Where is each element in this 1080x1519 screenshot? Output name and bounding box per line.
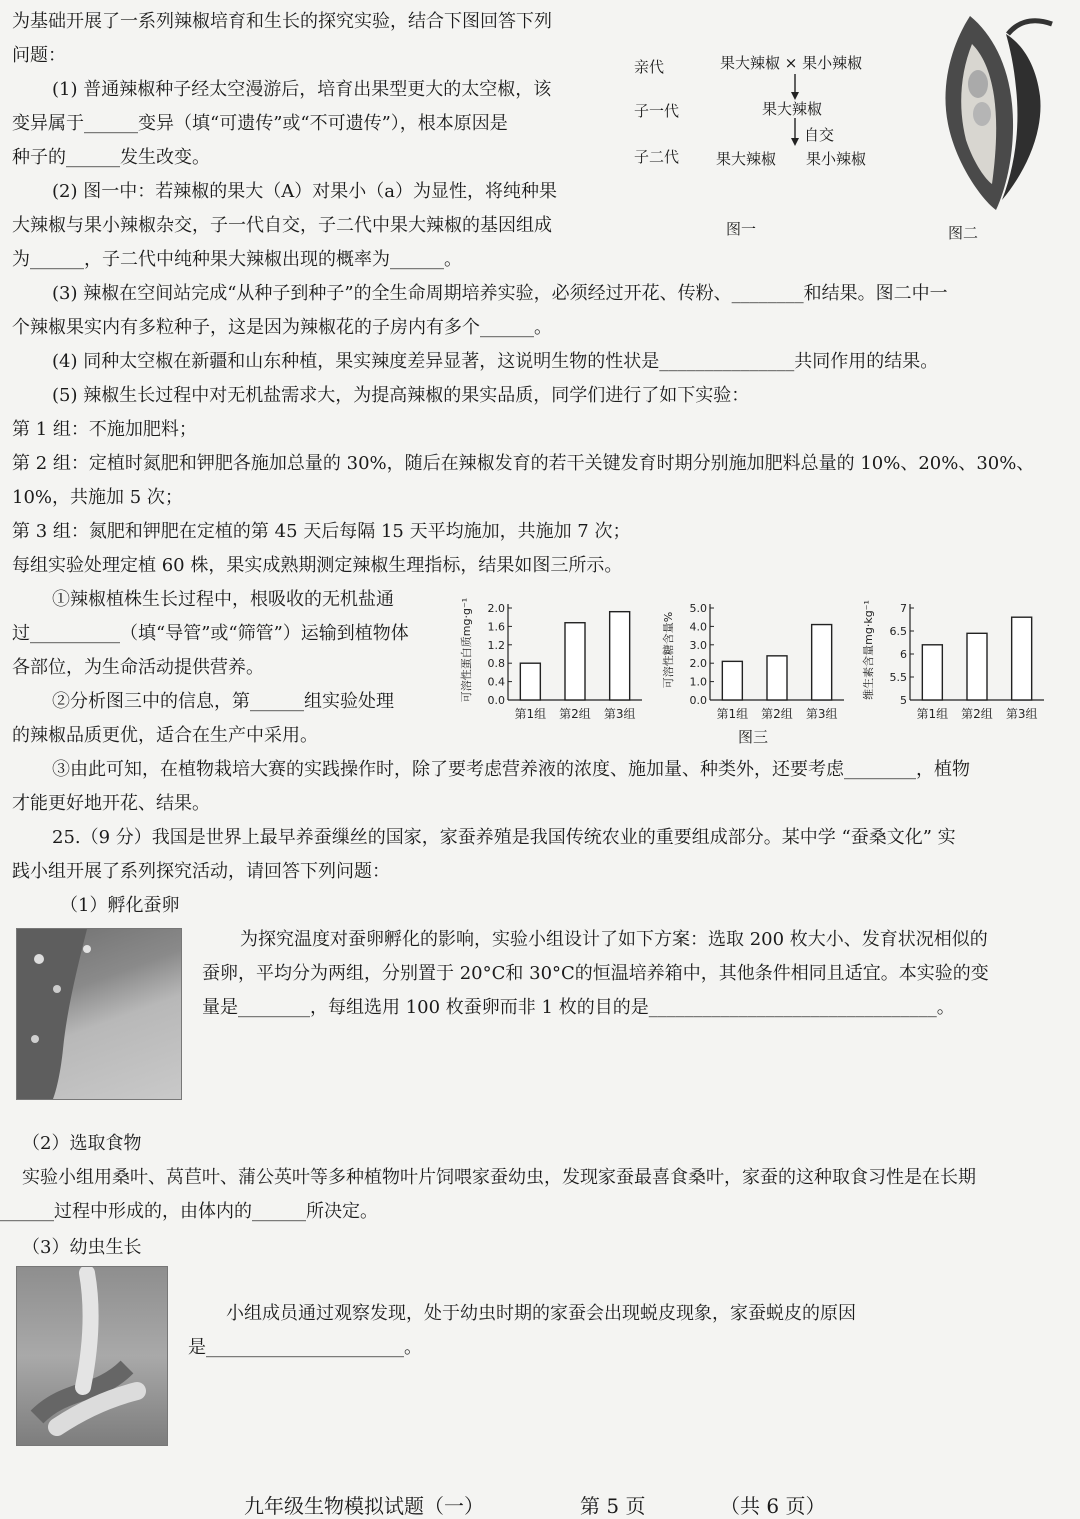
chart-y-tick-label: 5 <box>900 694 907 707</box>
q5-line: (5) 辣椒生长过程中对无机盐需求大，为提高辣椒的果实品质，同学们进行了如下实验： <box>52 385 750 406</box>
chart-x-tick-label: 第3组 <box>1005 707 1038 721</box>
chart-bar <box>767 656 787 700</box>
q3-line-2: 个辣椒果实内有多粒种子，这是因为辣椒花的子房内有多个______。 <box>12 317 552 338</box>
q25-s2-line-2: ______过程中形成的，由体内的______所决定。 <box>0 1201 378 1222</box>
chart-y-tick-label: 0.0 <box>689 694 707 707</box>
fig1-selfing-text: 自交 <box>804 126 835 144</box>
chart-y-label: 可溶性糖含量% <box>662 611 675 689</box>
chart-bar <box>967 633 987 700</box>
sub1-line-1: ①辣椒植株生长过程中，根吸收的无机盐通 <box>52 589 394 610</box>
q25-s1-line-1: 为探究温度对蚕卵孵化的影响，实验小组设计了如下方案：选取 200 枚大小、发育状况相似的 <box>240 929 988 950</box>
chart-y-tick-label: 0.0 <box>487 694 505 707</box>
fig1-caption: 图一 <box>726 220 757 238</box>
sub3-line-2: 才能更好地开花、结果。 <box>12 793 210 814</box>
q25-s3-line-2: 是______________________。 <box>188 1337 422 1358</box>
chart-bar <box>565 623 585 700</box>
chart-soluble-sugar <box>662 588 852 726</box>
chart-x-tick-label: 第2组 <box>961 707 993 721</box>
q2-line-2: 大辣椒与果小辣椒杂交，子一代自交，子二代中果大辣椒的基因组成 <box>12 215 552 236</box>
chart-y-tick-label: 1.2 <box>487 638 505 652</box>
chart-y-tick-label: 2.0 <box>689 657 707 671</box>
footer-title: 九年级生物模拟试题（一） <box>244 1494 484 1518</box>
q25-s1-line-3: 量是________，每组选用 100 枚蚕卵而非 1 枚的目的是________________________________。 <box>202 997 955 1018</box>
q25-s1-title: （1）孵化蚕卵 <box>60 895 180 916</box>
q4-line: (4) 同种太空椒在新疆和山东种植，果实辣度差异显著，这说明生物的性状是_______________共同作用的结果。 <box>52 351 939 372</box>
chart-y-tick-label: 6.5 <box>889 625 907 638</box>
q3-line-1: (3) 辣椒在空间站完成“从种子到种子”的全生命周期培养实验，必须经过开花、传粉、________和结果。图二中一 <box>52 283 948 304</box>
sub1-line-3: 各部位，为生命活动提供营养。 <box>12 657 264 678</box>
fig1-parent-cross: 果大辣椒 × 果小辣椒 <box>720 54 863 72</box>
chart-y-label: 维生素含量mg·kg⁻¹ <box>862 600 875 700</box>
chart-bar <box>812 625 832 700</box>
chart-y-tick-label: 6 <box>900 648 907 661</box>
fig1-f2-small: 果小辣椒 <box>806 150 867 168</box>
chart-y-tick-label: 3.0 <box>689 638 707 652</box>
q1-line-3: 种子的______发生改变。 <box>12 147 210 168</box>
sub2-line-2: 的辣椒品质更优，适合在生产中采用。 <box>12 725 318 746</box>
chart-soluble-protein <box>460 588 650 726</box>
fig2-caption: 图二 <box>948 224 979 242</box>
q25-s2-line-1: 实验小组用桑叶、莴苣叶、蒲公英叶等多种植物叶片饲喂家蚕幼虫，发现家蚕最喜食桑叶，家蚕的这种取食习性是在长期 <box>22 1167 976 1188</box>
chart-x-tick-label: 第2组 <box>761 707 793 721</box>
group-1-line: 第 1 组：不施加肥料； <box>12 419 197 440</box>
chart-y-tick-label: 1.0 <box>689 675 707 689</box>
chart-x-tick-label: 第2组 <box>559 707 591 721</box>
q25-s3-line-1: 小组成员通过观察发现，处于幼虫时期的家蚕会出现蜕皮现象，家蚕蜕皮的原因 <box>226 1303 856 1324</box>
chart-y-tick-label: 7 <box>900 602 907 615</box>
chart-x-tick-label: 第3组 <box>603 707 636 721</box>
chart-y-tick-label: 0.4 <box>487 675 505 689</box>
group-2-line-2: 10%，共施加 5 次； <box>12 487 183 508</box>
fig3-caption: 图三 <box>738 728 769 746</box>
q25-s1-line-2: 蚕卵，平均分为两组，分别置于 20°C和 30°C的恒温培养箱中，其他条件相同且适宜。本实验的变 <box>202 963 989 984</box>
intro-line-1: 为基础开展了一系列辣椒培育和生长的探究实验，结合下图回答下列 <box>12 11 552 32</box>
pepper-illustration <box>912 4 1062 214</box>
q25-s2-title: （2）选取食物 <box>22 1133 142 1154</box>
chart-y-tick-label: 0.8 <box>487 657 505 671</box>
group-2-line-1: 第 2 组：定植时氮肥和钾肥各施加总量的 30%，随后在辣椒发育的若干关键发育时期分别施加肥料总量的 10%、20%、30%、 <box>12 453 1035 474</box>
chart-bar <box>922 645 942 700</box>
silkworm-larva-photo <box>16 1266 168 1446</box>
q2-line-3: 为______，子二代中纯种果大辣椒出现的概率为______。 <box>12 249 462 270</box>
silkworm-eggs-texture <box>17 929 181 1099</box>
footer-page: 第 5 页 <box>580 1494 646 1518</box>
sub2-line-1: ②分析图三中的信息，第______组实验处理 <box>52 691 394 712</box>
fig1-label-parent: 亲代 <box>634 58 665 76</box>
chart-y-tick-label: 1.6 <box>487 620 505 634</box>
fig1-f2-big: 果大辣椒 <box>716 150 777 168</box>
chart-y-tick-label: 5.5 <box>889 671 907 684</box>
chart-bar <box>1012 617 1032 700</box>
sub3-line-1: ③由此可知，在植物栽培大赛的实践操作时，除了要考虑营养液的浓度、施加量、种类外，还要考虑________，植物 <box>52 759 970 780</box>
chart-y-label: 可溶性蛋白质mg·g⁻¹ <box>460 597 473 703</box>
fig1-arrows <box>780 72 820 152</box>
q1-line-1: (1) 普通辣椒种子经太空漫游后，培育出果型更大的太空椒，该 <box>52 79 552 100</box>
silkworm-eggs-photo <box>16 928 182 1100</box>
chart-bar <box>520 663 540 700</box>
chart-x-tick-label: 第1组 <box>514 707 547 721</box>
chart-y-tick-label: 5.0 <box>689 602 707 615</box>
footer-total: （共 6 页） <box>720 1494 826 1518</box>
sub1-line-2: 过__________（填“导管”或“筛管”）运输到植物体 <box>12 623 409 644</box>
fig1-label-f1: 子一代 <box>634 102 680 120</box>
fig1-f1-text: 果大辣椒 <box>762 100 823 118</box>
q25-intro-1: 25.（9 分）我国是世界上最早养蚕缫丝的国家，家蚕养殖是我国传统农业的重要组成部分。某中学 “蚕桑文化” 实 <box>52 827 956 848</box>
sample-line: 每组实验处理定植 60 株，果实成熟期测定辣椒生理指标，结果如图三所示。 <box>12 555 623 576</box>
chart-y-tick-label: 2.0 <box>487 602 505 615</box>
chart-x-tick-label: 第1组 <box>716 707 749 721</box>
group-3-line: 第 3 组：氮肥和钾肥在定植的第 45 天后每隔 15 天平均施加，共施加 7 次； <box>12 521 631 542</box>
q25-intro-2: 践小组开展了系列探究活动，请回答下列问题： <box>12 861 390 882</box>
q2-line-1: (2) 图一中：若辣椒的果大（A）对果小（a）为显性，将纯种果 <box>52 181 557 202</box>
fig1-label-f2: 子二代 <box>634 148 680 166</box>
chart-bar <box>722 661 742 700</box>
chart-bar <box>610 612 630 700</box>
chart-x-tick-label: 第1组 <box>916 707 949 721</box>
q25-s3-title: （3）幼虫生长 <box>22 1237 142 1258</box>
chart-y-tick-label: 4.0 <box>689 620 707 634</box>
intro-line-2: 问题： <box>12 45 66 66</box>
q1-line-2: 变异属于______变异（填“可遗传”或“不可遗传”），根本原因是 <box>12 113 508 134</box>
chart-vitamin <box>862 588 1052 726</box>
silkworm-larva-drawing <box>17 1267 167 1445</box>
chart-x-tick-label: 第3组 <box>805 707 838 721</box>
